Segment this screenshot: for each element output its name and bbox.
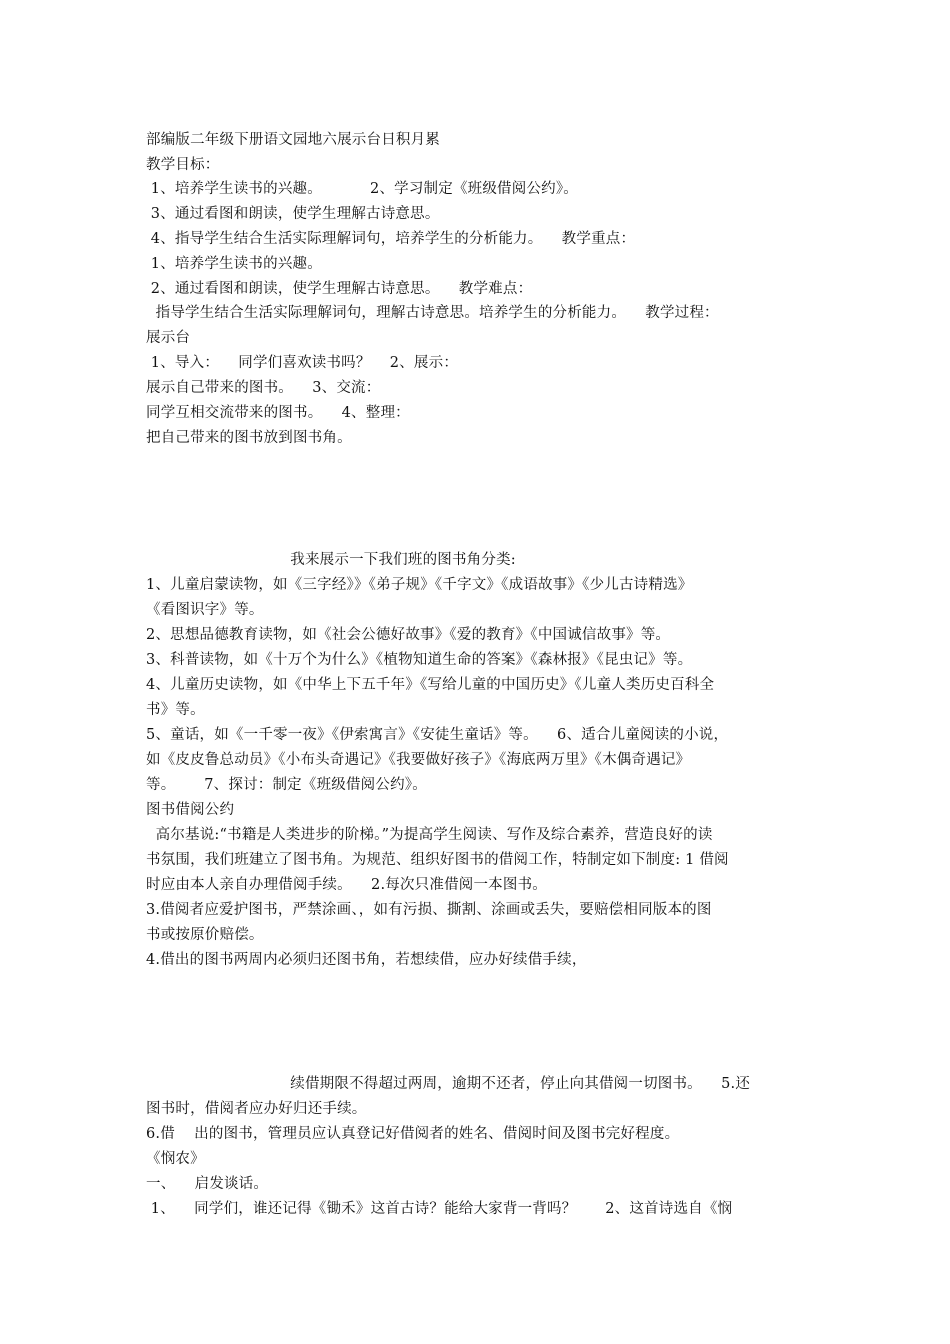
text-line: 2、思想品德教育读物，如《社会公德好故事》《爱的教育》《中国诚信故事》等。 <box>146 627 671 643</box>
text-line: 1、 同学们，谁还记得《锄禾》这首古诗？能给大家背一背吗？ 2、这首诗选自《悯 <box>146 1201 733 1217</box>
text-line: 书或按原价赔偿。 <box>146 927 264 943</box>
text-line: 一、 启发谈话。 <box>146 1176 269 1192</box>
text-line: 展示台 <box>146 330 191 346</box>
text-line: 时应由本人亲自办理借阅手续。 2.每次只准借阅一本图书。 <box>146 877 547 893</box>
text-line: 4、指导学生结合生活实际理解词句，培养学生的分析能力。 教学重点： <box>146 231 636 247</box>
text-line: 1、培养学生读书的兴趣。 <box>146 256 322 272</box>
text-line: 3、科普读物，如《十万个为什么》《植物知道生命的答案》《森林报》《昆虫记》等。 <box>146 652 693 668</box>
text-line: 指导学生结合生活实际理解词句，理解古诗意思。培养学生的分析能力。 教学过程： <box>146 305 719 321</box>
text-line: 书》等。 <box>146 702 205 718</box>
document-title: 部编版二年级下册语文园地六展示台日积月累 <box>146 132 440 148</box>
text-line: 5、童话，如《一千零一夜》《伊索寓言》《安徒生童话》等。 6、适合儿童阅读的小说， <box>146 727 729 743</box>
text-line: 展示自己带来的图书。 3、交流： <box>146 380 381 396</box>
text-line: 图书借阅公约 <box>146 802 235 818</box>
text-line: 《看图识字》等。 <box>146 602 264 618</box>
text-line: 教学目标： <box>146 157 220 173</box>
text-line: 等。 7、探讨：制定《班级借阅公约》。 <box>146 777 427 793</box>
text-line: 书氛围，我们班建立了图书角。为规范、组织好图书的借阅工作，特制定如下制度: 1 借阅 <box>146 852 729 868</box>
text-line: 续借期限不得超过两周，逾期不还者，停止向其借阅一切图书。 5.还 <box>146 1076 751 1092</box>
text-line: 我来展示一下我们班的图书角分类: <box>146 552 516 568</box>
text-line: 3、通过看图和朗读，使学生理解古诗意思。 <box>146 206 440 222</box>
text-line: 2、通过看图和朗读，使学生理解古诗意思。 教学难点： <box>146 281 533 297</box>
text-line: 6.借 出的图书，管理员应认真登记好借阅者的姓名、借阅时间及图书完好程度。 <box>146 1126 680 1142</box>
text-line: 把自己带来的图书放到图书角。 <box>146 430 352 446</box>
text-line: 4、儿童历史读物，如《中华上下五千年》《写给儿童的中国历史》《儿童人类历史百科全 <box>146 677 715 693</box>
text-line: 1、培养学生读书的兴趣。 2、学习制定《班级借阅公约》。 <box>146 181 578 197</box>
text-line: 图书时，借阅者应办好归还手续。 <box>146 1101 367 1117</box>
text-line: 高尔基说:“书籍是人类进步的阶梯。”为提高学生阅读、写作及综合素养，营造良好的读 <box>146 827 713 843</box>
text-line: 《悯农》 <box>146 1151 205 1167</box>
text-line: 4.借出的图书两周内必须归还图书角，若想续借，应办好续借手续， <box>146 952 587 968</box>
text-line: 3.借阅者应爱护图书，严禁涂画、，如有污损、撕割、涂画或丢失，要赔偿相同版本的图 <box>146 902 712 918</box>
text-line: 1、导入： 同学们喜欢读书吗？ 2、展示： <box>146 355 459 371</box>
text-line: 如《皮皮鲁总动员》《小布头奇遇记》《我要做好孩子》《海底两万里》《木偶奇遇记》 <box>146 752 691 768</box>
text-line: 同学互相交流带来的图书。 4、整理： <box>146 405 410 421</box>
text-line: 1、儿童启蒙读物，如《三字经》》《弟子规》《千字文》《成语故事》《少儿古诗精选》 <box>146 577 693 593</box>
